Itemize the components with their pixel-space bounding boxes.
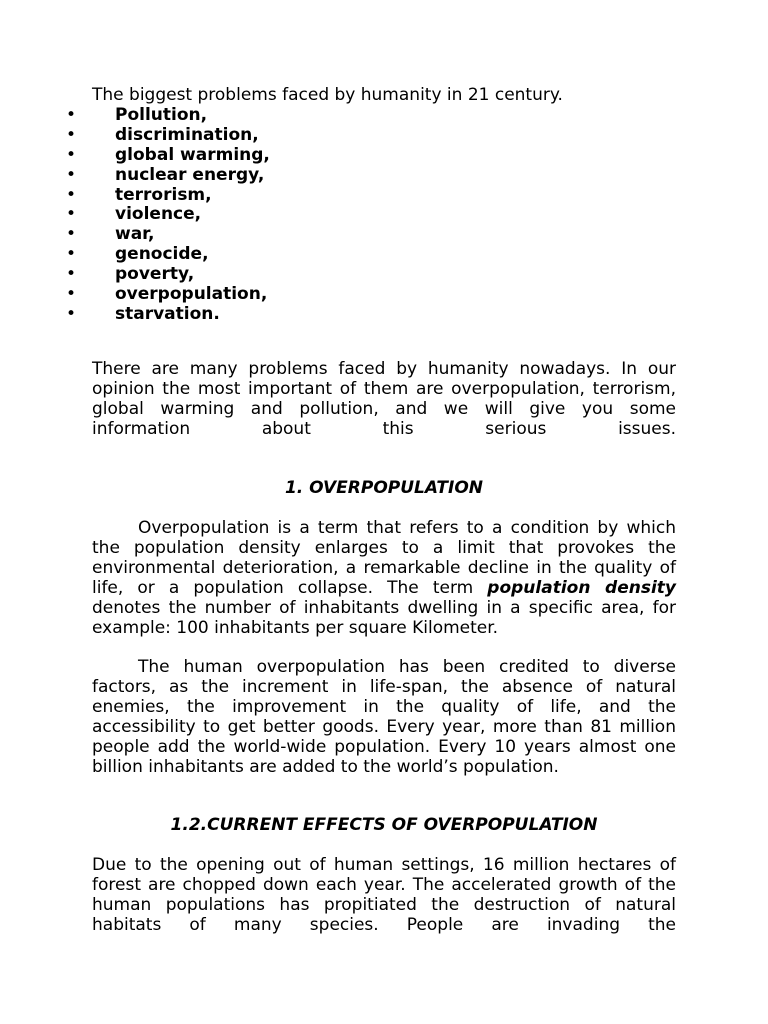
list-item	[0, 146, 270, 166]
list-item	[0, 126, 270, 146]
list-item	[0, 106, 270, 126]
paragraph-current-effects: Due to the opening out of human settings, 16 million hectares of forest are chopped down each year. The accelerated growth of the human populations has propitiated the destruction of natural habitats of many species. People are invading the	[92, 855, 676, 935]
list-item	[0, 265, 270, 285]
problems-list	[0, 106, 270, 325]
list-item-label: nuclear energy,	[115, 164, 265, 185]
list-item	[0, 305, 270, 325]
list-item-label: genocide,	[115, 244, 209, 265]
bullet-icon: •	[66, 284, 77, 305]
list-item-label: poverty,	[115, 264, 195, 285]
intro-line: The biggest problems faced by humanity in 21 century.	[92, 85, 563, 105]
list-item-label: overpopulation,	[115, 284, 268, 305]
list-item	[0, 225, 270, 245]
list-item-label: discrimination,	[115, 124, 259, 145]
list-item-label: war,	[115, 224, 155, 245]
list-item-label: Pollution,	[115, 105, 208, 125]
bullet-icon: •	[66, 184, 77, 205]
bullet-icon: •	[66, 244, 77, 265]
bullet-icon: •	[66, 124, 77, 145]
list-item	[0, 245, 270, 265]
bullet-icon: •	[66, 164, 77, 185]
factors-text: The human overpopulation has been credited to diverse factors, as the increment in life-span, the absence of natural enemies, the improvement in the quality of life, and the accessibility to get better goods. Every year, more than 81 million people add the world-wide population. Every 10 years almost one billion inhabitants are added to the world’s population.	[92, 657, 676, 777]
definition-text-start: Overpopulation is a term that refers to a condition by which the population density enlarges to a limit that provokes the environmental deterioration, a remarkable decline in the quality of life, or a population collapse. The term	[92, 518, 676, 598]
list-item-label: violence,	[115, 204, 202, 225]
list-item-label: starvation.	[115, 303, 220, 324]
bullet-icon: •	[66, 105, 77, 125]
paragraph-overpopulation-definition	[92, 519, 676, 638]
definition-text-end: denotes the number of inhabitants dwelling in a specific area, for example: 100 inhabitants per square Kilometer.	[92, 597, 676, 638]
section-heading-current-effects: 1.2.CURRENT EFFECTS OF OVERPOPULATION	[170, 815, 598, 835]
definition-term: population density	[487, 577, 676, 598]
bullet-icon: •	[66, 303, 77, 324]
list-item	[0, 285, 270, 305]
bullet-icon: •	[66, 224, 77, 245]
section-heading-overpopulation: 1. OVERPOPULATION	[284, 478, 484, 498]
list-item-label: terrorism,	[115, 184, 212, 205]
bullet-icon: •	[66, 144, 77, 165]
paragraph-overpopulation-factors	[92, 658, 676, 777]
bullet-icon: •	[66, 204, 77, 225]
list-item-label: global warming,	[115, 144, 270, 165]
intro-paragraph: There are many problems faced by humanity nowadays. In our opinion the most important of them are overpopulation, terrorism, global warming and pollution, and we will give you some information about this serious issues.	[92, 359, 676, 439]
bullet-icon: •	[66, 264, 77, 285]
list-item	[0, 186, 270, 206]
list-item	[0, 205, 270, 225]
list-item	[0, 166, 270, 186]
